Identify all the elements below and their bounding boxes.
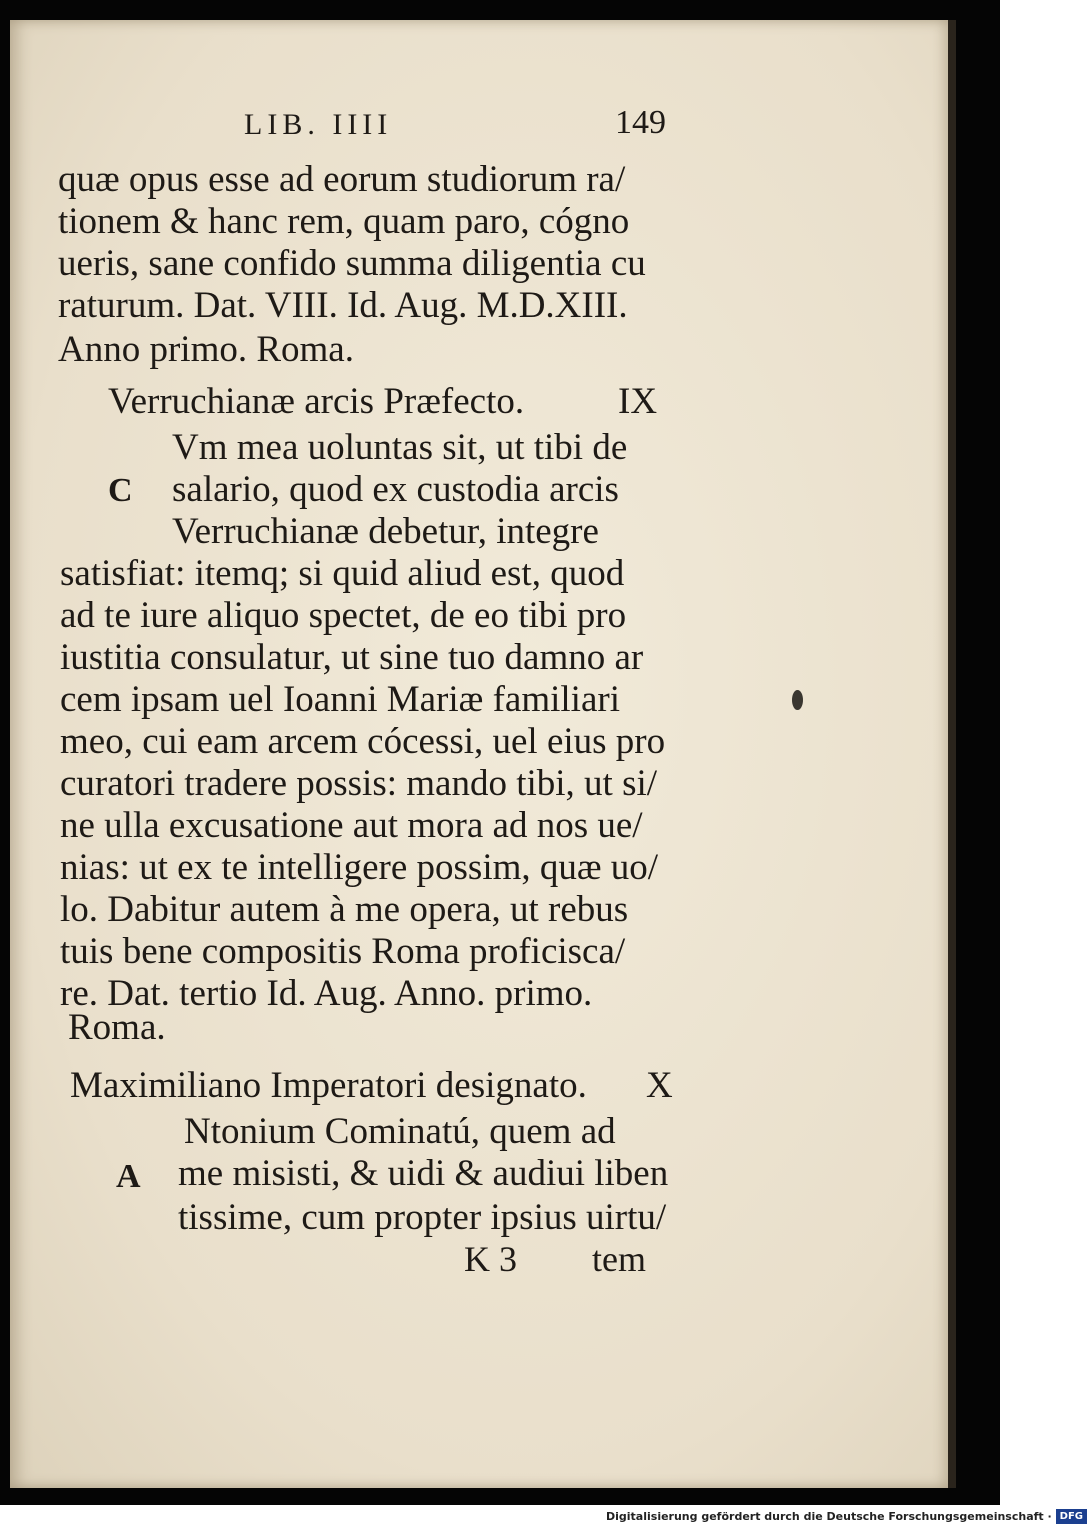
dfg-logo: DFG <box>1056 1509 1087 1524</box>
text-line: cem ipsam uel Ioanni Mariæ familiari <box>60 679 620 720</box>
page-number: 149 <box>615 104 666 141</box>
text-line: ad te iure aliquo spectet, de eo tibi pro <box>60 595 627 636</box>
text-line: me misisti, & uidi & audiui liben <box>178 1153 669 1194</box>
text-line: iustitia consulatur, ut sine tuo damno ar <box>60 637 644 678</box>
text-line: Vm mea uoluntas sit, ut tibi de <box>172 427 628 468</box>
text-line: quæ opus esse ad eorum studiorum ra/ <box>58 159 626 200</box>
page-edge <box>948 20 956 1488</box>
ink-spot <box>792 690 803 710</box>
text-line: satisfiat: itemq; si quid aliud est, quod <box>60 553 625 594</box>
text-line: ueris, sane confido summa diligentia cu <box>58 243 646 284</box>
text-line: tissime, cum propter ipsius uirtu/ <box>178 1197 667 1238</box>
text-line: Verruchianæ debetur, integre <box>172 511 599 552</box>
text-line: Roma. <box>68 1007 166 1048</box>
text-line: meo, cui eam arcem cócessi, uel eius pro <box>60 721 666 762</box>
digitization-credit <box>606 1508 1087 1524</box>
text-line: salario, quod ex custodia arcis <box>172 469 619 510</box>
text-line: curatori tradere possis: mando tibi, ut si/ <box>60 763 658 804</box>
text-line: re. Dat. tertio Id. Aug. Anno. primo. <box>60 973 593 1014</box>
text-line: ne ulla excusatione aut mora ad nos ue/ <box>60 805 643 846</box>
credit-text: Digitalisierung gefördert durch die Deutsche Forschungsgemeinschaft · <box>606 1509 1052 1523</box>
letter-number: IX <box>618 381 658 422</box>
text-line: Ntonium Cominatú, quem ad <box>184 1111 616 1152</box>
text-line: lo. Dabitur autem à me opera, ut rebus <box>60 889 629 930</box>
running-head: LIB. IIII <box>244 108 393 141</box>
letter-heading: Maximiliano Imperatori designato. <box>70 1065 587 1106</box>
text-line: nias: ut ex te intelligere possim, quæ uo/ <box>60 847 659 888</box>
text-line: Anno primo. Roma. <box>58 329 354 370</box>
letter-heading: Verruchianæ arcis Præfecto. <box>108 381 525 422</box>
letter-number: X <box>646 1065 673 1106</box>
text-line: tionem & hanc rem, quam paro, cógno <box>58 201 630 242</box>
text-line: tuis bene compositis Roma proficisca/ <box>60 931 626 972</box>
catchword: tem <box>592 1239 646 1279</box>
initial-letter: C <box>108 472 133 509</box>
signature-mark: K 3 <box>464 1239 517 1279</box>
text-line: raturum. Dat. VIII. Id. Aug. M.D.XIII. <box>58 285 628 326</box>
initial-letter: A <box>116 1158 141 1195</box>
